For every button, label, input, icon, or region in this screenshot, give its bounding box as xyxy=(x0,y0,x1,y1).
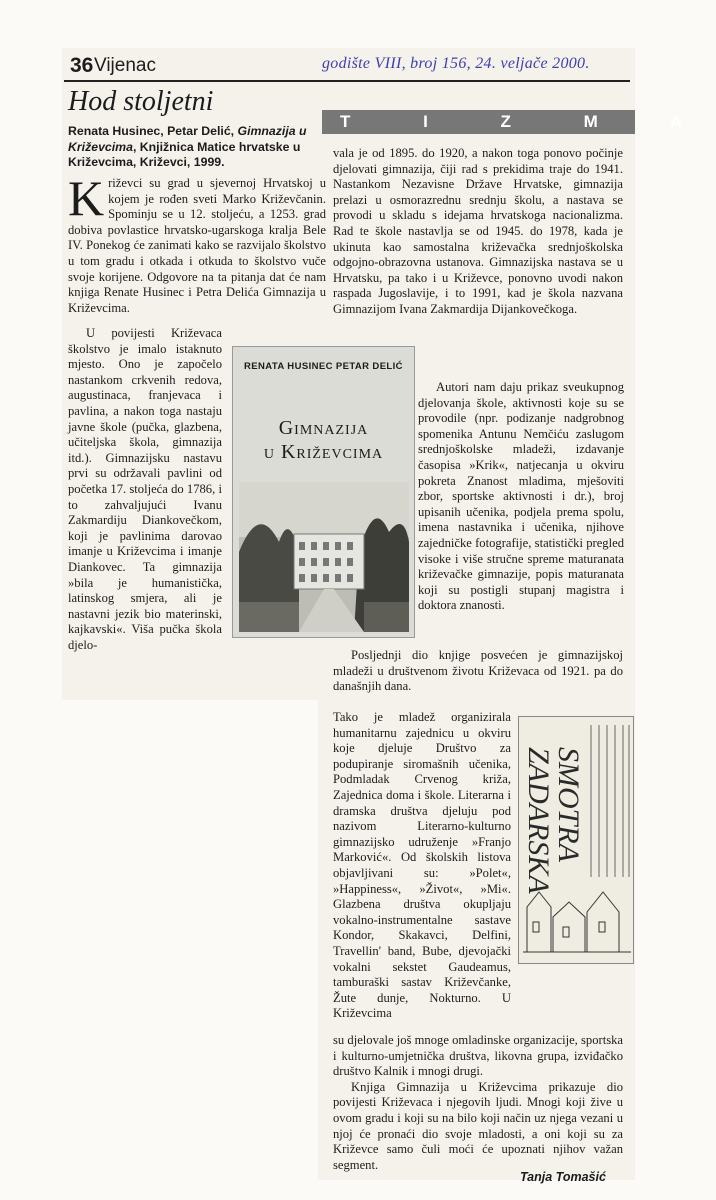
book-title-line2: u Križevcima xyxy=(263,441,384,463)
byline xyxy=(68,124,326,171)
c2-p3b-text: Tako je mladež organizirala humanitarnu zajednicu u okviru koje djeluje Društvo za podupiranje siromašnih učenika, Podmladak Crvenog križa, Zajednica doma i škole. Literarna i dramska društva djeluju pod nazivom Literarno-kulturno gimnazijsko udruženje »Franjo Marković«. Od školskih listova objavljivani su: »Polet«, »Happiness«, »Život«, »Mi«. Glazbena društva okupljaju vokalno-instrumentalne sastave Kondor, Skakavci, Delfini, Travellin' band, Bube, djevojački vokalni sekstet Gaudeamus, tamburaški sastav Križevčanke, Žute dunje, Nokturno. U Križevcima xyxy=(333,710,511,1021)
publication-name: Vijenac xyxy=(94,55,156,76)
byline-authors: Renata Husinec, Petar Delić, xyxy=(68,124,238,138)
header-rule xyxy=(64,80,630,82)
c2-p4-text: Knjiga Gimnazija u Križevcima prikazuje dio povijesti Križevaca i njegovih ljudi. Mnogi koji žive u ovom gradu i koji su na bilo koji način uz njega vezani u njoj će pronaći dio svoje mladosti, a oni koji su za Križevce samo čuli moći će upoznati njihov važan segment. xyxy=(333,1079,623,1172)
lead-paragraph xyxy=(68,170,326,316)
magazine-art-icon xyxy=(519,717,635,965)
page-number: 36 xyxy=(70,54,94,77)
column1-paragraph xyxy=(68,326,222,652)
book-cover-image xyxy=(232,346,415,638)
handwritten-note: godište VIII, broj 156, 24. veljače 2000. xyxy=(322,55,590,72)
section-banner: T I Z M A xyxy=(322,110,635,134)
magazine-cover-image xyxy=(518,716,634,964)
book-authors: RENATA HUSINEC PETAR DELIĆ xyxy=(244,361,403,372)
p2-text: U povijesti Križevaca školstvo je imalo istaknuto mjesto. Ono je započelo nastankom crkvenih redova, augustinaca, franjevaca i pavlina, a nakon toga nastaju javne škole (pučka, glazbena, učiteljska škola, gimnazija itd.). Gimnazijsku nastavu prvi su održavali pavlini od početka 17. stoljeća do 1786, i to zahvaljujući Ivanu Zakmardiju Diankovečkom, koji je pavlinima darovao imanje u Križevcima i imanje Diankovec. Ta gimnazija »bila je humanistička, latinskog smjera, ali je nastavni jezik bio materinski, kajkavski«. Viša pučka škola djelo- xyxy=(68,326,222,652)
magazine-title-line1: ZADARSKA xyxy=(522,747,555,894)
book-title-line1: Gimnazija xyxy=(278,417,369,439)
c2-p3a-text: Posljednji dio knjige posvećen je gimnazijskoj mladeži u društvenom životu Križevaca od 1921. pa do današnjih dana. xyxy=(333,648,623,694)
article-title: Hod stoljetni xyxy=(68,86,214,117)
c2-p3c-text: su djelovale još mnoge omladinske organizacije, sportska i kulturno-umjetnička društva, likovna grupa, izviđačko društvo Kalnik i mnogi drugi. xyxy=(333,1033,623,1079)
column2-mid xyxy=(418,380,624,644)
byline-book: Gimnazija u Križevcima xyxy=(68,124,307,154)
c2-mid-text: Autori nam daju prikaz sveukupnog djelovanja škole, aktivnosti koje su se provodile (npr. podizanje nadgrobnog spomenika Antunu Nemčiću zaslugom srednjoškolske mladeži, izdavanje časopisa »Krik«, natjecanja u okviru pokreta Znanost mladima, mješoviti zbor, sportske aktivnosti i dr.), broj upisanih učenika, podjela prema spolu, imena nastavnika i učenika, njihove zajedničke fotografije, statistički pregled visoke i više stručne spreme maturanata križevačke gimnazije, popis maturanata koji su postigli stupanj magistra i doktora znanosti. xyxy=(418,380,624,613)
column2-p3a xyxy=(333,648,623,710)
byline-rest: , Knjižnica Matice hrvatske u Križevcima, Križevci, 1999. xyxy=(68,139,301,169)
column2-top xyxy=(333,146,623,378)
signature: Tanja Tomašić xyxy=(520,1170,606,1184)
column2-p3b xyxy=(333,710,511,1040)
drop-cap: K xyxy=(68,170,105,226)
book-photo-icon xyxy=(239,482,409,632)
lead-text: riževci su grad u sjevernoj Hrvatskoj u kojem je rođen sveti Marko Križevčanin. Spominju se u 12. stoljeću, a 1253. grad dobiva povlastice hrvatsko-ugarskoga kralja Bele IV. Ponekog će zanimati kako se razvijalo školstvo u tom gradu i otkada i otkuda to školstvo vuče svoje korijene. Odgovore na ta pitanja dat će nam knjiga Renate Husinec i Petra Delića Gimnazija u Križevcima. xyxy=(68,176,326,315)
column2-end xyxy=(333,1033,623,1173)
magazine-title-line2: SMOTRA xyxy=(552,747,585,862)
c2-top-text: vala je od 1895. do 1920, a nakon toga ponovo počinje djelovati gimnazija, čiji rad s prekidima traje do 1941. Nastankom Nezavisne Države Hrvatske, gimnazija prelazi u osmorazrednu srednju školu, a nastava se provodi u skladu s idejama hrvatskoga nacionalizma. Rad te škole nastavlja se od 1945. do 1978, kada je ukinuta kao samostalna križevačka srednjoškolska odgojno-obrazovna ustanova. Gimnazijska nastava se u Hrvatsku, pa tako i u Križevce, ponovno uvodi nakon raspada Jugoslavije, i to 1991, kad je škola nazvana Gimnazijom Ivana Zakmardija Dijankovečkoga. xyxy=(333,146,623,316)
